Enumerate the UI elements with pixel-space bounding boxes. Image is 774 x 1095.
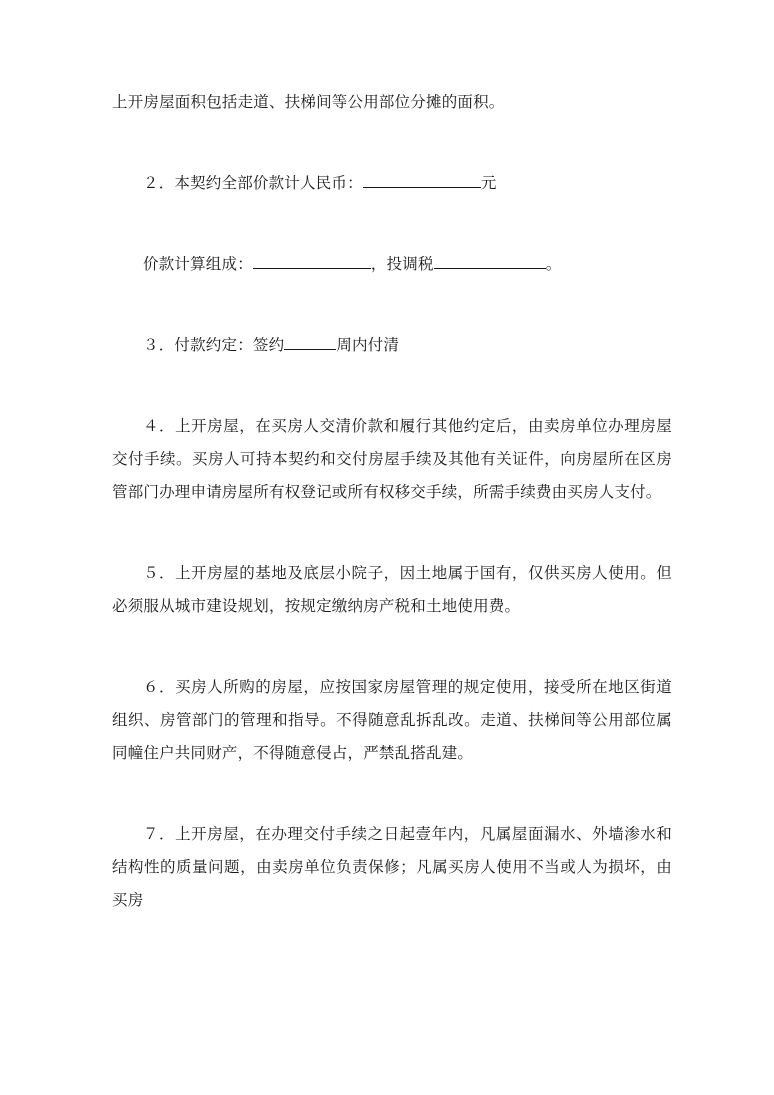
p-item-7: [112, 818, 672, 917]
p-item-6: [112, 671, 672, 770]
document-body: [112, 86, 672, 917]
paragraph-spacer: [112, 119, 672, 167]
fill-in-blank[interactable]: [363, 171, 481, 188]
text-run: ７．上开房屋，在办理交付手续之日起壹年内，凡属屋面漏水、外墙渗水和结构性的质量问题，由卖房单位负责保修；凡属买房人使用不当或人为损坏，由买房: [112, 826, 672, 909]
paragraph-spacer: [112, 281, 672, 329]
paragraph-spacer: [112, 509, 672, 557]
text-run: ３．付款约定：签约: [143, 337, 285, 354]
text-run: 上开房屋面积包括走道、扶梯间等公用部位分摊的面积。: [112, 94, 505, 111]
paragraph-spacer: [112, 200, 672, 248]
fill-in-blank[interactable]: [253, 252, 371, 269]
text-run: ６．买房人所购的房屋，应按国家房屋管理的规定使用，接受所在地区街道组织、房管部门的管理和指导。不得随意乱拆乱改。走道、扶梯间等公用部位属同幢住户共同财产，不得随意侵占，严禁乱搭乱建。: [112, 679, 672, 762]
paragraph-spacer: [112, 770, 672, 818]
text-run: 。: [545, 256, 562, 273]
paragraph-spacer: [112, 623, 672, 671]
text-run: 价款计算组成：: [143, 256, 253, 273]
fill-in-blank[interactable]: [434, 252, 546, 269]
p-item-5: [112, 557, 672, 623]
p-price-composition: [112, 248, 672, 281]
p-item-4: [112, 410, 672, 509]
text-run: ２．本契约全部价款计人民币：: [143, 175, 363, 192]
text-run: 元: [480, 175, 497, 192]
text-run: ５．上开房屋的基地及底层小院子，因土地属于国有，仅供买房人使用。但必须服从城市建设规划，按规定缴纳房产税和土地使用费。: [112, 565, 672, 615]
fill-in-blank[interactable]: [284, 333, 336, 350]
paragraph-spacer: [112, 362, 672, 410]
text-run: 周内付清: [336, 337, 400, 354]
text-run: ４．上开房屋，在买房人交清价款和履行其他约定后，由卖房单位办理房屋交付手续。买房人可持本契约和交付房屋手续及其他有关证件，向房屋所在区房管部门办理申请房屋所有权登记或所有权移交手续，所需手续费由买房人支付。: [112, 418, 672, 501]
p-area-note: [112, 86, 672, 119]
p-item-3: [112, 329, 672, 362]
text-run: ，投调税: [370, 256, 434, 273]
p-item-2: [112, 167, 672, 200]
